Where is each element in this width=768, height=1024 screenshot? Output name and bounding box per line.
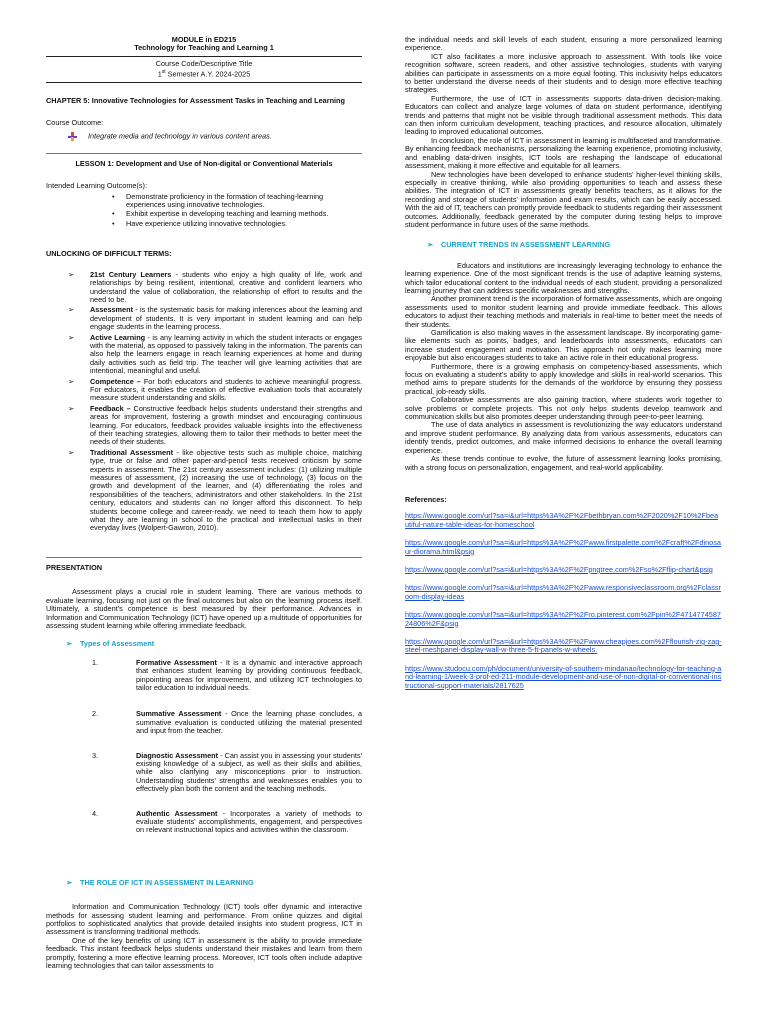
list-item: ➢ Assessment - is the systematic basis for making inferences about the learning and development of students. It is very important in student learning and can help engage students in the learning process. bbox=[68, 305, 362, 332]
references-list bbox=[405, 512, 722, 690]
divider bbox=[46, 82, 362, 83]
list-item: ➢ Feedback – Constructive feedback helps students understand their strengths and areas for improvement, fostering a growth mindset and encouraging continuous learning. For educators, feedback provides valuable insights into the effectiveness of their teaching strategies, allowing them to tailor their methods to better meet the needs of their students. bbox=[68, 403, 363, 447]
presentation-paragraph: Assessment plays a crucial role in student learning. There are various methods to evaluate learning, focusing not just on the final outcomes but also on the learning process itself. Ultimately, a student's competence is best measured by their performance. Advances in Information and Communication Technology (ICT) have opened up a multitude of opportunities for assessing student learning while offering immediate feedback. bbox=[46, 587, 362, 630]
paragraph: One of the key benefits of using ICT in assessment is the ability to provide immediate feedback. This instant feedback helps students understand their mistakes and learn from them promptly, fostering a more effective learning process. Moreover, ICT tools often include adaptive learning technologies that can tailor assessments to bbox=[46, 935, 362, 971]
arrow-bullet-icon: ➢ bbox=[68, 376, 75, 386]
list-item: 4. Authentic Assessment - Incorporates a variety of methods to evaluate students' accomplishments, engagement, and perspectives on relevant instructional topics and activities within the classroom. bbox=[92, 808, 362, 835]
arrow-bullet-icon: ➢ bbox=[427, 240, 434, 250]
reference-link[interactable]: https://www.google.com/url?sa=i&url=https%3A%2F%2Fpngtree.com%2Fso%2Fflip-chart&psig bbox=[405, 564, 713, 574]
paragraph: Furthermore, the use of ICT in assessments supports data-driven decision-making. Educators can collect and analyze large volumes of data on student performance, identifying trends and patterns that might not be visible through traditional assessment methods. This data can then inform curriculum development, teaching practices, and resource allocation, ultimately leading to improved educational outcomes. bbox=[405, 93, 722, 137]
paragraph: Information and Communication Technology (ICT) tools offer dynamic and interactive methods for assessing student learning and performance. From online quizzes and digital portfolios to sophisticated analytics that provide detailed insights into student progress, ICT in assessment is transforming traditional methods. bbox=[46, 902, 362, 937]
course-outcome-label: Course Outcome: bbox=[46, 118, 104, 128]
arrow-bullet-icon: ➢ bbox=[68, 269, 75, 279]
reference-link[interactable]: https://www.google.com/url?sa=i&url=https%3A%2F%2Fwww.cheapjoes.com%2Fflourish-zig-zag-steel-meshpanel-display-wall-w-three-5-ft-panels-w-wheels. bbox=[405, 636, 722, 655]
arrow-bullet-icon: ➢ bbox=[68, 403, 75, 413]
paragraph: The use of data analytics in assessment is revolutionizing the way educators understand and improve student performance. By analyzing data from various assessments, educators can identify trends, predict outcomes, and make informed decisions to enhance the overall learning experience. bbox=[405, 420, 722, 455]
divider bbox=[46, 153, 362, 154]
paragraph: As these trends continue to evolve, the future of assessment learning looks promising, with a strong focus on personalization, engagement, and real-world applicability. bbox=[405, 454, 722, 472]
reference-link[interactable]: https://www.google.com/url?sa=i&url=https%3A%2F%2Fwww.firstpalette.com%2Fcraft%2Fdinosaur-diorama.html&psig bbox=[405, 538, 721, 556]
list-item: • Exhibit expertise in developing teaching and learning methods. bbox=[126, 210, 362, 218]
references-heading: References: bbox=[405, 494, 447, 504]
paragraph: Furthermore, there is a growing emphasis on competency-based assessments, which focus on evaluating a student's ability to apply knowledge and skills in real-world scenarios. This method aims to prepare students for the demands of the workforce by ensuring they possess practical, job-ready skills. bbox=[405, 361, 722, 396]
paragraph: the individual needs and skill levels of each student, ensuring a more personalized learning experience. bbox=[405, 35, 722, 53]
semester: 1st Semester A.Y. 2024-2025 bbox=[157, 69, 251, 79]
course-code: Course Code/Descriptive Title bbox=[155, 58, 253, 68]
presentation-heading: PRESENTATION bbox=[46, 562, 103, 572]
list-item: • Have experience utilizing innovative technologies. bbox=[126, 220, 362, 228]
reference-link[interactable]: https://www.google.com/url?sa=i&url=https%3A%2F%2Fro.pinterest.com%2Fpin%2F471477458724806%2F&psig bbox=[405, 610, 721, 628]
left-column bbox=[46, 36, 362, 970]
chapter-title: CHAPTER 5: Innovative Technologies for Assessment Tasks in Teaching and Learning bbox=[46, 96, 345, 106]
list-item: ➢ Competence – For both educators and students to achieve meaningful progress. For educators, it enables the creation of effective evaluation tools that accurately measure student understanding and skills. bbox=[68, 376, 362, 403]
list-item: 3. Diagnostic Assessment - Can assist you in assessing your students' existing knowledge of a subject, as well as their skills and abilities, while also clarifying any misconceptions prior to instruction. Understanding students' strengths and weaknesses enables you to effectively plan both the content and the teaching methods. bbox=[92, 750, 362, 794]
paragraph: Another prominent trend is the incorporation of formative assessments, which are ongoing assessments used to monitor student learning and provide immediate feedback. This allows educators to adjust their teaching methods and materials in real-time to better meet the needs of their students. bbox=[405, 294, 722, 329]
lesson-title: LESSON 1: Development and Use of Non-digital or Conventional Materials bbox=[75, 158, 333, 168]
types-heading: ➢ Types of Assessment bbox=[66, 639, 155, 649]
list-item: 1. Formative Assessment - It is a dynamic and interactive approach that enhances student learning by providing continuous feedback, pinpointing areas for improvement, and utilizing ICT technologies to tailor education to individual needs. bbox=[92, 657, 363, 692]
arrow-bullet-icon: ➢ bbox=[66, 877, 73, 887]
reference-link[interactable]: https://www.studocu.com/ph/document/university-of-southern-mindanao/technology-for-teaching-and-learning-1/week-3-prof-ed-211-module-development-and-use-of-non-digital-or-conventional-instructional-support-materials/2817625 bbox=[405, 663, 722, 690]
list-item: 2. Summative Assessment - Once the learning phase concludes, a summative evaluation is conducted utilizing the material presented and input from the teacher. bbox=[92, 709, 363, 736]
ilo-label: Intended Learning Outcome(s): bbox=[46, 181, 147, 191]
ilo-list bbox=[46, 193, 362, 229]
divider bbox=[46, 56, 362, 57]
list-item: ➢ Traditional Assessment - like objective tests such as multiple choice, matching type, true or false and other paper-and-pencil tests received criticism by some experts in assessment. The 21st century assessment includes: (1) utilizing multiple measures of assessment, (2) increasing the use of technology, (3) focus on the growth and development of the learner, and (4) differentiating the roles and responsibilities of the teachers, administrators and other stakeholders. In the 21st century, educators and students can no longer afford this disconnect. To help students become college and career-ready. we need to teach them how to apply what they are learning in school to the practical and intellectual tasks in their everyday lives (Wolpert-Gawron, 2010). bbox=[68, 447, 362, 533]
paragraph: New technologies have been developed to enhance students' higher-level thinking skills, especially in creative thinking, while also providing opportunities to teach and assess these abilities. The integration of ICT in assessments greatly benefits teachers, as it allows for the recording and storage of students' information and exam results, which can be easily accessed. With the aid of IT, teachers can promptly provide feedback to students regarding their assessment outcomes. Additionally, feedback generated by the computer during testing helps to improve student performance in future uses of the same methods. bbox=[405, 169, 722, 229]
arrow-bullet-icon: ➢ bbox=[68, 332, 75, 342]
list-item: ➢ 21st Century Learners - students who enjoy a high quality of life, work and relationships by being resilient, intentional, creative and confident learners who understand the value of collaboration, the relationship of effort to results and the need to be. bbox=[68, 269, 362, 304]
ict-heading: ➢ THE ROLE OF ICT IN ASSESSMENT IN LEARNING bbox=[66, 877, 254, 887]
terms-list bbox=[46, 271, 362, 533]
trends-heading: ➢ CURRENT TRENDS IN ASSESSMENT LEARNING bbox=[427, 240, 611, 250]
paragraph: Gamification is also making waves in the assessment landscape. By incorporating game-like elements such as points, badges, and leaderboards into assessments, educators can increase student engagement and motivation. This approach not only makes learning more enjoyable but also encourages students to take an active role in their educational progress. bbox=[405, 328, 722, 363]
paragraph: In conclusion, the role of ICT in assessment in learning is multifaceted and transformative. By enhancing feedback mechanisms, personalizing the learning experience, promoting inclusivity, and enabling data-driven insights, ICT tools are reshaping the landscape of educational assessment, making it more effective and equitable for all learners. bbox=[405, 135, 722, 171]
udt-heading: UNLOCKING OF DIFFICULT TERMS: bbox=[46, 249, 172, 259]
paragraph: Collaborative assessments are also gaining traction, where students work together to solve problems or complete projects. This not only helps students develop teamwork and communication skills but also promotes deeper understanding through peer-to-peer learning. bbox=[405, 395, 722, 422]
module-title: MODULE in ED215 bbox=[171, 35, 237, 44]
right-column bbox=[405, 36, 722, 690]
course-outcome: Integrate media and technology in various content areas. bbox=[46, 132, 362, 141]
paragraph: Educators and institutions are increasingly leveraging technology to enhance the learning experience. One of the most significant trends is the use of adaptive learning systems, which tailor educational content to the individual needs of each student, providing a personalized learning journey that can address specific weaknesses and strengths. bbox=[405, 260, 722, 295]
reference-link[interactable]: https://www.google.com/url?sa=i&url=https%3A%2F%2Fwww.responsiveclassroom.org%2Fclassroom-display-ideas bbox=[405, 583, 721, 601]
reference-link[interactable]: https://www.google.com/url?sa=i&url=https%3A%2F%2Fbethbryan.com%2F2020%2F10%2Fbeautiful-nature-table-ideas-for-homeschool bbox=[405, 511, 719, 529]
list-item: ➢ Active Learning - is any learning activity in which the student interacts or engages with the material, as opposed to passively taking in the information. The parents can also help the learners engage in reach learning experiences at home and during daily activities such as field trip. The teacher will give learning activities that are intentional, meaningful and useful. bbox=[68, 332, 362, 376]
arrow-bullet-icon: ➢ bbox=[66, 639, 73, 649]
arrow-bullet-icon: ➢ bbox=[68, 447, 75, 457]
list-item: • Demonstrate proficiency in the formation of teaching-learning experiences using innovative technologies. bbox=[126, 193, 362, 210]
course-title: Technology for Teaching and Learning 1 bbox=[134, 43, 274, 53]
colorful-arrow-icon bbox=[68, 132, 78, 141]
paragraph: ICT also facilitates a more inclusive approach to assessment. With tools like voice recognition software, screen readers, and other assistive technologies, students with varying abilities can participate in assessments on a more equal footing. This inclusivity helps educators to better understand the diverse needs of their students and to design more effective teaching strategies. bbox=[405, 51, 722, 95]
divider bbox=[46, 557, 362, 558]
arrow-bullet-icon: ➢ bbox=[68, 305, 75, 315]
